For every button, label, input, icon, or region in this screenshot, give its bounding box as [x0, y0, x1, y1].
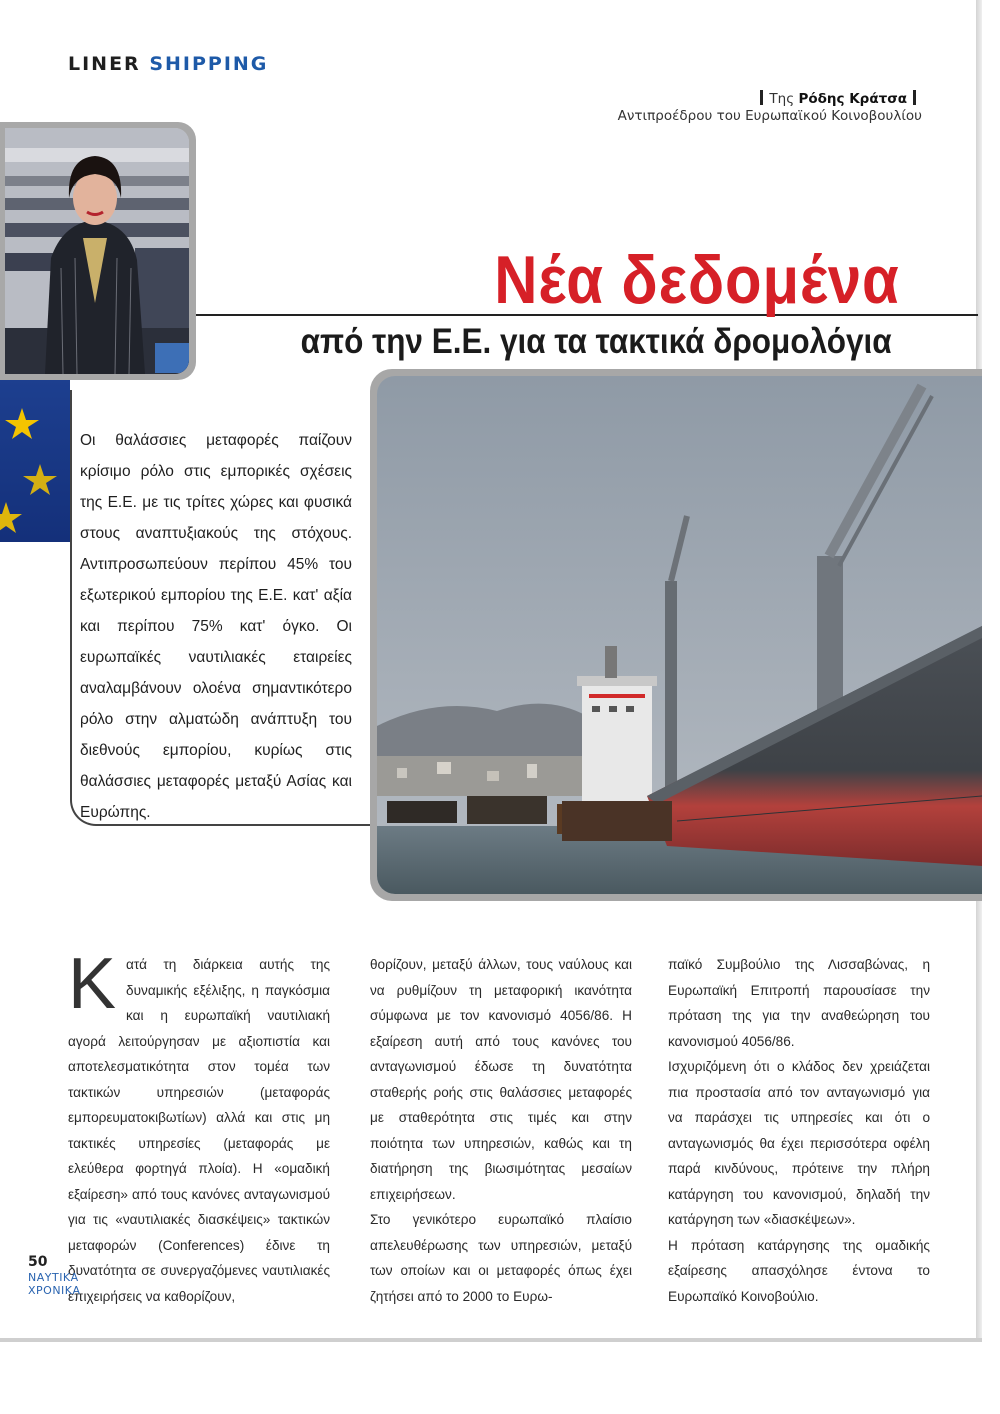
body-paragraph: ατά τη διάρκεια αυτής της δυναμικής εξέλιξης, η παγκόσμια και η ευρωπαϊκή ναυτιλιακή αγορά λειτούργησαν με αξιοπιστία και αποτελεσματικότητα στον τομέα των τακτικών υπηρεσιών (μεταφοράς εμπορευματοκιβωτίων) αλλά και στις μη τακτικές υπηρεσίες (μεταφοράς με ελεύθερα φορτηγά πλοία). Η «ομαδική εξαίρεση» από τους κανόνες ανταγωνισμού για τις «ναυτιλιακές διασκέψεις» τακτικών μεταφορών (Conferences) έδινε τη δυνατότητα σε συνεργαζόμενες ναυτιλιακές επιχειρήσεις να καθορίζουν, — [68, 957, 330, 1304]
ship-photo-frame — [370, 369, 982, 901]
body-column-2 — [370, 952, 632, 1309]
section-label — [68, 53, 268, 75]
body-paragraph: παϊκό Συμβούλιο της Λισσαβώνας, η Ευρωπαϊκή Επιτροπή παρουσίασε την πρόταση της για την αναθεώρηση του κανονισμού 4056/86. — [668, 957, 930, 1049]
eu-flag — [0, 380, 70, 542]
byline — [618, 90, 922, 125]
magazine-name-line1: ΝΑΥΤΙΚΑ — [28, 1271, 79, 1284]
section-label-part1: LINER — [68, 53, 141, 75]
body-column-1 — [68, 944, 330, 1309]
article-title: Νέα δεδομένα — [494, 242, 900, 318]
magazine-name — [28, 1271, 81, 1297]
section-label-part2: SHIPPING — [149, 53, 269, 75]
article-subtitle: από την Ε.Ε. για τα τακτικά δρομολόγια — [301, 322, 892, 361]
author-photo — [5, 128, 189, 374]
page-number: 50 — [28, 1254, 48, 1270]
eu-star-icon — [23, 464, 57, 495]
author-name: Ρόδης Κράτσα — [798, 91, 907, 107]
byline-prefix: Της — [769, 91, 795, 107]
author-role: Αντιπροέδρου του Ευρωπαϊκού Κοινοβουλίου — [617, 108, 922, 124]
body-paragraph: Ισχυριζόμενη ότι ο κλάδος δεν χρειάζεται πια προστασία από τον ανταγωνισμό για να παράσχει τις υπηρεσίες και ότι ο ανταγωνισμός θα έχει περισσότερα οφέλη παρά κινδύνους, πρότεινε την πλήρη κατάργηση του κανονισμού, δηλαδή την κατάργηση των «διασκέψεων». — [668, 1059, 930, 1227]
body-paragraph: Στο γενικότερο ευρωπαϊκό πλαίσιο απελευθέρωσης των υπηρεσιών, μεταξύ των οποίων και οι μεταφορές όπως έχει ζητήσει από το 2000 το Ευρω- — [370, 1212, 632, 1304]
author-photo-frame — [0, 122, 196, 380]
byline-bar-right — [913, 90, 916, 105]
eu-star-icon — [0, 502, 22, 533]
intro-paragraph: Οι θαλάσσιες μεταφορές παίζουν κρίσιμο ρόλο στις εμπορικές σχέσεις της Ε.Ε. με τις τρίτες χώρες και φυσικά στους αναπτυξιακούς της στόχους. Αντιπροσωπεύουν περίπου 45% του εξωτερικού εμπορίου της Ε.Ε. κατ' αξία και περίπου 75% κατ' όγκο. Οι ευρωπαϊκές ναυτιλιακές εταιρείες αναλαμβάνουν ολοένα σημαντικότερο ρόλο στην αλματώδη ανάπτυξη του διεθνούς εμπορίου, κυρίως στις θαλάσσιες μεταφορές μεταξύ Ασίας και Ευρώπης. — [80, 432, 352, 821]
body-paragraph: Η πρόταση κατάργησης της ομαδικής εξαίρεσης απασχόλησε έντονα το Ευρωπαϊκό Κοινοβούλιο. — [668, 1237, 930, 1304]
magazine-name-line2: ΧΡΟΝΙΚΑ — [28, 1284, 81, 1297]
body-paragraph: θορίζουν, μεταξύ άλλων, τους ναύλους και να ρυθμίζουν τη μεταφορική ικανότητα σύμφωνα με τον κανονισμό 4056/86. Η εξαίρεση αυτή από τους κανόνες του ανταγωνισμού έδωσε τη δυνατότητα σταθερής ροής στις θαλάσσιες μεταφορές με σταθερότητα στις τιμές και στην ποιότητα των υπηρεσιών, καθώς και τη διατήρηση της βιωσιμότητας μεσαίων επιχειρήσεων. — [370, 957, 632, 1202]
dropcap: Κ — [68, 944, 117, 1024]
byline-bar-left — [760, 90, 763, 105]
eu-star-icon — [5, 408, 39, 439]
ship-photo — [377, 376, 982, 894]
page-edge-bottom — [0, 1338, 982, 1342]
body-column-3 — [668, 952, 930, 1309]
